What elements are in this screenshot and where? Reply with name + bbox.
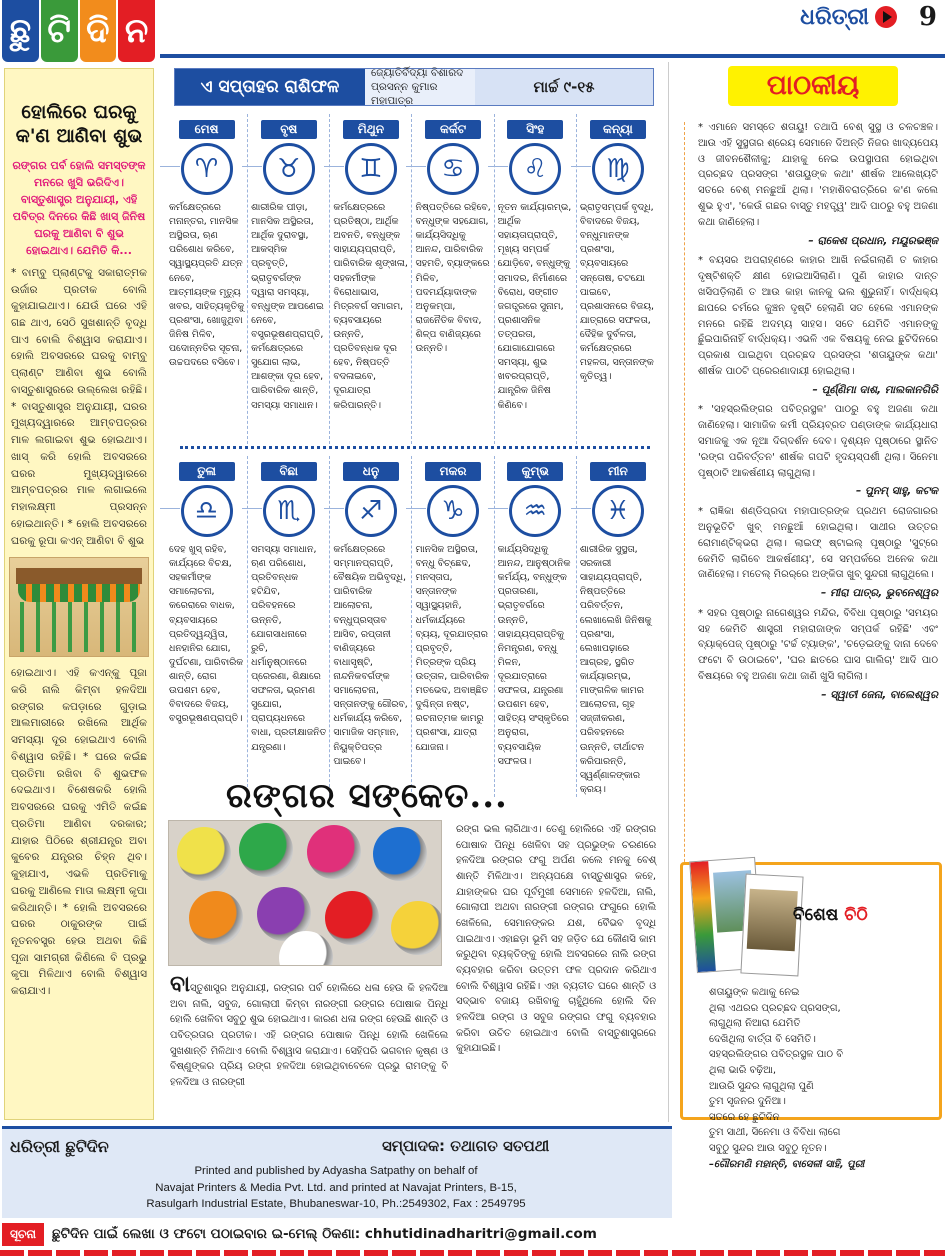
print-line	[6, 1163, 666, 1213]
article-body-top: * ବାମ୍ବୁ ପ୍ଲାଣ୍ଟକୁ ସକାରାତ୍ମକ ଉର୍ଜାର ପ୍ରତୀକ ବୋଲି କୁହାଯାଇଥାଏ। ଯେଉଁ ଘରେ ଏହି ଗଛ ଥାଏ, ସେଠି ସୁଖଶାନ୍ତି ବୃଦ୍ଧି ପାଏ ବୋଲି ବିଶ୍ୱାସ କରାଯାଏ। ହୋଲି ଅବସରରେ ଘରକୁ ବାମ୍ବୁ ପ୍ଲାଣ୍ଟ ଆଣିବା ଶୁଭ ବୋଲି ବାସ୍ତୁଶାସ୍ତ୍ରରେ ଉଲ୍ଲେଖ ରହିଛି। * ବାସ୍ତୁଶାସ୍ତ୍ର ଅନୁଯାୟୀ, ଘରର ମୁଖ୍ୟଦ୍ୱାରରେ ଆମ୍ବପତ୍ରର ମାଳ ଲଗାଇବା ଶୁଭ ହୋଇଥାଏ। ଖାସ୍ କରି ହୋଲି ଅବସରରେ ଘରର ମୁଖ୍ୟଦ୍ୱାରରେ ଆମ୍ବପତ୍ରର ମାଳ ଲଗାଇଲେ ମହାଲକ୍ଷ୍ମୀ ପ୍ରସନ୍ନ ହୋଇଥାନ୍ତି। * ହୋଲି ଅବସରରେ ଘରକୁ ରୂପା କଏନ୍ ଆଣିବା ବି ଶୁଭ	[11, 266, 147, 547]
letter-signature: – ମୀରା ପାତ୍ର, ଭୁବନେଶ୍ୱର	[820, 587, 938, 600]
zodiac-sign	[412, 456, 494, 797]
reader-letters	[698, 120, 938, 708]
print-line-3: Rasulgarh Industrial Estate, Bhubaneswar-10, Ph.:2549302, Fax : 2549795	[146, 1198, 526, 1211]
zodiac-sign	[577, 114, 659, 444]
zodiac-icon: ♑	[427, 485, 479, 537]
brand-name: ଧରିତ୍ରୀ	[800, 4, 869, 30]
story-title: ରଙ୍ଗର ସଙ୍କେତ...	[226, 776, 508, 816]
colour-signal-article	[166, 770, 659, 1122]
leaf-garland	[18, 584, 140, 602]
special-letter-title-2: ଚିଠି	[844, 905, 868, 925]
poem-line: ଥିଲା ଭାରି ବଢ଼ିଆ,	[709, 1064, 777, 1076]
poem-line: ଶତାୟୁଙ୍କ କଥାକୁ ନେଇ	[709, 987, 800, 998]
door-frame	[16, 568, 142, 584]
zodiac-sign	[577, 456, 659, 797]
zodiac-sign	[495, 456, 577, 797]
sign-prediction: ନିଷ୍ପତ୍ତିରେ ରହିବେ, ବନ୍ଧୁଙ୍କ ସହଯୋଗ, କାର୍ଯ୍ୟସିଦ୍ଧିକୁ ଆନନ୍ଦ, ପାରିବାରିକ ସହମତି, ବ୍ୟାଙ୍କରେ ମିଳିବ, ପଦମର୍ଯ୍ୟାଦାଙ୍କ ଅନୁକମ୍ପା, ରାଜନୈତିକ ବିବାଦ, ଶିଳ୍ପ ବାଣିଜ୍ୟରେ ଉନ୍ନତି।	[415, 202, 491, 355]
poem-lines	[709, 985, 939, 1157]
poem-line: ଲାଗୁଥିଲା ନିଆରା ଯେମିତି	[709, 1018, 801, 1030]
holi-article	[4, 68, 154, 1120]
reader-letter	[698, 120, 938, 249]
powder-bowl	[189, 891, 243, 945]
zodiac-sign	[166, 114, 248, 444]
weekly-horoscope	[166, 66, 659, 795]
sign-name: ମୀନ	[590, 462, 646, 481]
sign-prediction: ମାନସିକ ଅସ୍ଥିରତା, ବନ୍ଧୁ ବିଚ୍ଛେଦ, ମନସ୍ତାପ, ସନ୍ତାନଙ୍କ ସ୍ୱାସ୍ଥ୍ୟହାନି, ଧର୍ମକାର୍ଯ୍ୟରେ ବ୍ୟୟ, ଦୂରଯାତ୍ରାର ପ୍ରବୃତ୍ତି, ମିତ୍ରଙ୍କ ପ୍ରିୟ ଉତ୍ତାଳ, ପାରିବାରିକ ମତଭେଦ, ଅବାଞ୍ଛିତ ଦୁଶ୍ଚିନ୍ତା ନଷ୍ଟ, ରଚନାତ୍ମକ କାମରୁ ପ୍ରଶଂସା, ଯାତ୍ରା ଯୋଜନା।	[415, 544, 489, 753]
header-right	[800, 2, 937, 32]
reader-letter	[698, 504, 938, 602]
story-bottom-body: ସ୍ତୁଶାସ୍ତ୍ର ଅନୁଯାୟୀ, ରଙ୍ଗର ପର୍ବ ହୋଲିରେ ଧଳା ହେଉ କି ହଳଦିଆ ଅବା ନାଲି, ସବୁଜ, ଗୋଲାପୀ କିମ୍ବା ନାରଙ୍ଗୀ ରଙ୍ଗର ପୋଷାକ ପିନ୍ଧି ହୋଲି ଖେଳିବା ସବୁଠୁ ଶୁଭ ହୋଇଥାଏ। କାରଣ ଧଳା ରଙ୍ଗ ହେଉଛି ଶାନ୍ତି ଓ ପବିତ୍ରତାର ପ୍ରତୀକ। ଏହି ରଙ୍ଗର ପୋଷାକ ପିନ୍ଧି ହୋଲି ଖେଳିଲେ ସୁଖଶାନ୍ତି ମିଳିଥାଏ ବୋଲି ବିଶ୍ୱାସ କରାଯାଏ। ସେହିପରି ଭଗବାନ କୃଷ୍ଣ ଓ ବିଷ୍ଣୁଙ୍କର ପ୍ରିୟ ରଙ୍ଗ ହଳଦିଆ ହୋଇଥିବାବେଳେ ପ୍ରଭୁ ରାମଙ୍କୁ ବି ହଳଦିଆ ଓ ନାରଙ୍ଗୀ	[170, 983, 448, 1089]
zodiac-sign	[166, 456, 248, 797]
article-intro: ରଙ୍ଗର ପର୍ବ ହୋଲି ସମସ୍ତଙ୍କ ମନରେ ଖୁସି ଭରିଦିଏ। ବାସ୍ତୁଶାସ୍ତ୍ର ଅନୁଯାୟୀ, ଏହି ପବିତ୍ର ଦିନରେ କିଛି ଖାସ୍ ଜିନିଷ ଘରକୁ ଆଣିବା ବି ଶୁଭ ହୋଇଥାଏ। ଯେମିତି କି...	[12, 158, 146, 257]
garland-strands	[20, 602, 138, 652]
sign-name: ମକର	[425, 462, 481, 481]
page-number: 9	[918, 2, 937, 32]
magazine-cover-inner	[740, 874, 803, 977]
section-logo	[2, 0, 157, 62]
astrologer-name: ପ୍ରସନ୍ନ କୁମାର ମହାପାତ୍ର	[371, 80, 438, 108]
sign-name: ତୁଳା	[179, 462, 235, 481]
print-line-1: Printed and published by Adyasha Satpathy on behalf of	[194, 1165, 478, 1177]
story-right-text: ରଙ୍ଗ ଭଲ ଲାଗିଥାଏ। ତେଣୁ ହୋଲିରେ ଏହି ରଙ୍ଗର ପୋଷାକ ପିନ୍ଧି ଖେଳିବା ସହ ପ୍ରଭୁଙ୍କ ଚରଣରେ ହଳଦିଆ ରଙ୍ଗର ଫଗୁ ଅର୍ପଣ କଲେ ମନକୁ ବେଶ୍ ଶାନ୍ତି ମିଳିଥାଏ। ଅନ୍ୟପକ୍ଷେ ବାସ୍ତୁଶାସ୍ତ୍ର କହେ, ଯାହାଙ୍କର ଘର ପୂର୍ବମୁଖୀ ସେମାନେ ହଳଦିଆ, ନାଲି, ଗୋଲାପୀ ଅଥବା ନାରଙ୍ଗୀ ରଙ୍ଗର ଫଗୁରେ ହୋଲି ଖେଳିଲେ, ସେମାନଙ୍କର ଯଶ, ବୈଭବ ବୃଦ୍ଧି ପାଇଥାଏ। ଏହାଛଡ଼ା ଭୂମି ସହ ଜଡ଼ିତ ଯେ କୌଣସି କାମ କରୁଥିବା ବ୍ୟକ୍ତିଙ୍କୁ ହୋଲି ଅବସରରେ ନାଲି ରଙ୍ଗ ବ୍ୟବହାର କରିବା ଉତ୍ତମ ଫଳ ପ୍ରଦାନ କରିଥାଏ ବୋଲି ବିଶ୍ୱାସ ରହିଛି। ଏହା ବ୍ୟତୀତ ଘରେ ଶାନ୍ତି ଓ ସଦ୍ଭାବ ବଜାୟ ରଖିବାକୁ ଚାହୁଁଥିଲେ ହୋଲି ଦିନ ହଳଦିଆ ରଙ୍ଗ ଓ ସବୁଜ ରଙ୍ଗର ଫଗୁ ବ୍ୟବହାର କରିବା ଉଚିତ ହୋଇଥାଏ ବୋଲି ବାସ୍ତୁଶାସ୍ତ୍ରରେ କୁହାଯାଇଛି।	[456, 824, 656, 1055]
sign-prediction: କର୍ମକ୍ଷେତ୍ରରେ ପ୍ରତିଷ୍ଠା, ଆର୍ଥିକ ଅବନତି, ବନ୍ଧୁଙ୍କ ସାହାଯ୍ୟପ୍ରାପ୍ତି, ପାରିବାରିକ ଶୃଙ୍ଖଳା, ସହକର୍ମୀଙ୍କ ବିରୋଧାଭାସ, ମିତ୍ରବର୍ଗ ସମାଗମ, ବ୍ୟବସାୟରେ ଉନ୍ନତି, ପ୍ରତିବନ୍ଧକ ଦୂର ହେବ, ନିଷ୍ପତ୍ତି ବଦଳାଇବେ, ଦୂରଯାତ୍ରା କରିପାରନ୍ତି।	[333, 202, 408, 411]
letter-text: * ଏମାନେ ସମସ୍ତେ ଶତାୟୁ! ତଥାପି ବେଶ୍ ସୁସ୍ଥ ଓ ଚଳଚଞ୍ଚଳ। ଆଉ ଏହି ସୁସ୍ଥତାର ଶ୍ରେୟ ସେମାନେ ଦିଅନ୍ତି ନିଜର ଖାଦ୍ୟପେୟ ଓ ଜୀବନଶୈଳୀକୁ; ଯାହାକୁ ନେଇ ଉପସ୍ଥାପନା ହୋଇଥିବା ପ୍ରଚ୍ଛଦ ପ୍ରସଙ୍ଗ 'ଶତାୟୁଙ୍କ କଥା' ଶୀର୍ଷକ ଆଲେଖ୍ୟଟି ସତରେ ବେଶ୍ ମନଛୁଆଁ ଥିଲା। 'ମହାଶିବରାତ୍ରିରେ କ'ଣ କଲେ ଶୁଭ ହୁଏ', 'କେଉଁ ଗଛର ବାସ୍ତୁ ମହତ୍ତ୍ୱ' ଆଦି ପାଠରୁ ବହୁ ଅଜଣା କଥା ଜାଣିହେଲା।	[698, 122, 938, 228]
zodiac-icon: ♌	[509, 143, 561, 195]
sign-name: କୁମ୍ଭ	[507, 462, 563, 481]
poem-line: ସତରେ ହେ ଛୁଟିଦିନ	[709, 1111, 780, 1123]
poem-signature: –ଗୌରମଣି ମହାନ୍ତି, ବାସେଳୀ ସାହି, ପୁରୀ	[709, 1158, 865, 1170]
drop-cap: ବା	[170, 972, 191, 997]
logo-letter: ଟି	[41, 0, 78, 62]
sign-prediction: ଦେହ ଖୁସ୍ ରହିବ, କାର୍ଯ୍ୟରେ ବିଚକ୍ଷ, ସହକର୍ମୀଙ୍କ ସମାଲୋଚନା, କରେରାରେ ବାଧକ, ବ୍ୟବସାୟରେ ପ୍ରତିଦ୍ୱନ୍ଦ୍ୱିତା, ଧନହାନିର ଯୋଗ, ଦୁର୍ଘଟଣା, ପାରିବାରିକ ଶାନ୍ତି, ରୋଗ ଉପଶମ ହେବ, ବିବାଦରେ ବିଜୟ, ବସ୍ତ୍ରଭୂଷଣପ୍ରାପ୍ତି।	[169, 544, 244, 725]
readers-title: ପାଠକୀୟ	[728, 66, 898, 106]
astrologer-credit	[365, 66, 475, 108]
cover-inner-photo	[747, 889, 798, 951]
sign-prediction: ନୂତନ କାର୍ଯ୍ୟାରମ୍ଭ, ଆର୍ଥିକ ସହାୟତାପ୍ରାପ୍ତି, ମୂଖ୍ୟ ସମ୍ପର୍କ ଯୋଡ଼ିବେ, ବନ୍ଧୁଙ୍କୁ ସମାଦର, ନିର୍ମାଣରେ ବିରୋଧ, ସଙ୍ଗୀତ ଜଗତ୍ତ୍ରରେ ସୁନାମ, ପ୍ରଶାସନିକ ତତ୍ପରତା, ଯୋଗାଯୋଗରେ ସମସ୍ୟା, ଶୁଭ ଖବରପ୍ରାପ୍ତି, ଯାନ୍ତ୍ରିକ ଜିନିଷ କିଣିବେ।	[497, 202, 572, 411]
zodiac-sign	[495, 114, 577, 444]
powder-bowl	[177, 827, 231, 881]
sign-name: ବୃଷ	[261, 120, 317, 139]
toran-image	[9, 557, 149, 657]
letter-signature: – ପୂର୍ଣ୍ଣିମା ଦାଶ, ମାଲକାନଗିରି	[812, 383, 938, 396]
sign-name: ମିଥୁନ	[343, 120, 399, 139]
zodiac-icon: ♊	[345, 143, 397, 195]
powder-bowl	[239, 823, 293, 877]
letter-text: * ବୟସର ଅପରାହ୍ଣରେ କାହାର ଆଖି ନଇଁଗଲାଣି ତ କାହାର ଦୃଷ୍ଟିଶକ୍ତି କ୍ଷୀଣ ହୋଇଆସିଲାଣି। ପୁଣି କାହାର ଦାନ୍ତ ଖସିପଡ଼ିଲାଣି ତ ଆଉ କାହା କାନକୁ ଭଲ ଶୁଭୁନାହିଁ। ବାର୍ଦ୍ଧକ୍ୟ ଛାପରେ ଚର୍ମରେ କୁଞ୍ଚନ ଦୃଷ୍ଟି ହେଲାଣି ସତ ହେଲେ ଏମାନଙ୍କ ମନରେ ରହିଛି ଅଦମ୍ୟ ସାହସ। ସତେ ଯେମିତି ଏମାନଙ୍କୁ ଛୁଁଇପାରିନାହିଁ ବାର୍ଦ୍ଧକ୍ୟ। ଏଭଳି ଏକ ବିଷୟକୁ ନେଇ ଛୁଟିଦିନରେ ପ୍ରକାଶ ପାଇଥିବା ପ୍ରଚ୍ଛଦ ପ୍ରସଙ୍ଗ 'ଶତାୟୁଙ୍କ କଥା' ଶୀର୍ଷକ ପାଠଟି ପ୍ରେରଣାଦାୟୀ ହୋଇଥିଲା।	[698, 255, 938, 377]
poem-line: ତୁମ ସାଥୀ, ସିନେମା ଓ ବିବିଧା ଲାଗେ	[709, 1127, 841, 1139]
notice-email-text: ଛୁଟିଦିନ ପାଇଁ ଲେଖା ଓ ଫଟୋ ପଠାଇବାର ଇ-ମେଲ୍ ଠିକଣା: chhutidinadharitri@gmail.com	[52, 1226, 597, 1242]
sign-prediction: କର୍ମକ୍ଷେତ୍ରରେ ସମ୍ମାନପ୍ରାପ୍ତି, ବୈଷୟିକ ଅଭିବୃଦ୍ଧି, ପାରିବାରିକ ଆଲୋଚନା, ବନ୍ଧୁପ୍ରସ୍ତାବ ଆସିବ, ରପ୍ତାନୀ ବାଣିଜ୍ୟରେ ବାଧାସୃଷ୍ଟି, ନାନ୍ଦନିକବର୍ଗଙ୍କ ସମାଲୋଚନା, ସନ୍ତାନଙ୍କୁ ଗୌରବ, ଧର୍ମକାର୍ଯ୍ୟ କରିବେ, ସାମାଜିକ ସମ୍ମାନ, ନିୟୁକ୍ତିପତ୍ର ପାଇବେ।	[333, 544, 408, 767]
zodiac-icon: ♈	[181, 143, 233, 195]
zodiac-icon: ♐	[345, 485, 397, 537]
zodiac-icon: ♉	[263, 143, 315, 195]
article-title: ହୋଲିରେ ଘରକୁ କ'ଣ ଆଣିବା ଶୁଭ	[15, 101, 143, 147]
story-bottom-text	[170, 974, 448, 1091]
horoscope-header	[174, 68, 654, 106]
powder-bowl	[307, 825, 361, 879]
poem-line: ଦେଖିଥିଲା ବାର୍ତ୍ତା ବି ସେମିତି।	[709, 1033, 816, 1045]
special-letter-box	[680, 862, 942, 1170]
poem-line: ଆଉରି ସୁନ୍ଦର ଲାଗୁଥିଲା ପୁଣି	[709, 1080, 814, 1092]
zodiac-sign	[330, 114, 412, 444]
zodiac-icon: ♏	[263, 485, 315, 537]
zodiac-icon: ♓	[592, 485, 644, 537]
cover-strip	[690, 861, 716, 972]
powder-bowl	[373, 827, 427, 881]
footer-editor: ସମ୍ପାଦକ: ତଥାଗତ ସତପଥୀ	[382, 1137, 550, 1155]
sign-prediction: କର୍ମକ୍ଷେତ୍ରରେ ମନାନ୍ତର, ମାନସିକ ଅସ୍ଥିରତା, ଋଣ ପରିଶୋଧ କରିବେ, ସ୍ୱାସ୍ଥ୍ୟପ୍ରତି ଯତ୍ନ ନେବେ, ଆତ୍ମୀୟଙ୍କ ମୃତ୍ୟୁ ଖବର, ସାହିତ୍ୟକୃତିକୁ ପ୍ରଶଂସା, ଖୋଜୁଥିବା ଜିନିଷ ମିଳିବ, ପଦୋନ୍ନତିର ସୂଚନା, ଉଚ୍ଚପଦରେ ବସିବେ।	[169, 202, 245, 369]
horoscope-title: ଏ ସପ୍ତାହର ରାଶିଫଳ	[175, 69, 365, 105]
poem-line: ସହସ୍ରଲିଙ୍ଗର ପବିତ୍ରସ୍ଥଳ ପାଠ ବି	[709, 1049, 844, 1061]
reader-letter	[698, 253, 938, 398]
sign-name: କର୍କଟ	[425, 120, 481, 139]
row-divider	[180, 446, 650, 449]
zodiac-sign	[412, 114, 494, 444]
letter-text: * 'ସହସ୍ରଲିଙ୍ଗର ପବିତ୍ରସ୍ଥଳ' ପାଠରୁ ବହୁ ଅଜଣା କଥା ଜାଣିହେଲା। ସାମାଜିକ କର୍ମୀ ପ୍ରିୟବ୍ରତ ପଣ୍ଡାଙ୍କ କାର୍ଯ୍ୟଧାରା ସମାଜକୁ ଏକ ନୂଆ ଦିଗ୍‌ଦର୍ଶନ ଦେବ। ଦୃଶ୍ୟନ ପୃଷ୍ଠାରେ ସ୍ଥାନିତ 'ରଙ୍ଗ ପରିବର୍ତ୍ତନ' ଶୀର୍ଷକ ଗପଟି ହୃଦୟସ୍ପର୍ଶୀ ଥିଲା। ସିନେମା ପୃଷ୍ଠାଟି ଆକର୍ଷଣୀୟ ଲାଗୁଥିଲା।	[698, 404, 938, 479]
signs-row-top	[166, 114, 659, 444]
footer-title: ଧରିତ୍ରୀ ଛୁଟିଦିନ	[10, 1137, 109, 1156]
letter-text: * ରାଜ୍ଞିକା ଶଣ୍ଡିପ୍ରଦା ମହାପାତ୍ରଙ୍କ ପ୍ରଥମ ରୋଜଗାରର ଅନୁଭୂତିଟି ଖୁବ୍ ମନଛୁଆଁ ହୋଇଥିଲା। ସାଥୀର ଉତ୍ତର ରୋମାଣ୍ଟିକ୍‌ଭରା ଥିଲା। ଲାଇଫ୍ ଷ୍ଟାଇଲ୍ ପୃଷ୍ଠାରୁ 'ସୁଟ୍‌ରେ କେମିତି ଲାଗିବେ ଆକର୍ଷଣୀୟ', ସେ ସମ୍ପର୍କରେ ଅନେକ କଥା ଜାଣିହେଲା। ମତେଲ୍ ମିରର୍‌ରେ ଅଙ୍କିତା ଖୁବ୍ ସୁନ୍ଦରୀ ଲାଗୁଥିଲେ।	[698, 506, 938, 581]
masthead	[0, 0, 945, 66]
horoscope-date: ମାର୍ଚ୍ଚ ୯-୧୫	[475, 69, 653, 105]
notice-bar	[2, 1220, 945, 1248]
print-line-2: Navajat Printers & Media Pvt. Ltd. and printed at Navajat Printers, B-15,	[155, 1181, 517, 1194]
powder-bowl	[391, 901, 442, 955]
zodiac-sign	[248, 114, 330, 444]
sign-prediction: କାର୍ଯ୍ୟସିଦ୍ଧିକୁ ଆନନ୍ଦ, ଆନୁଷ୍ଠାନିକ କର୍ମର୍ଯ୍ୟ, ବନ୍ଧୁଙ୍କ ପ୍ରତାରଣା, ଭ୍ରାତୃବର୍ଗରେ ଉନ୍ନତି, ସାହାଯ୍ୟପ୍ରାପ୍ତିକୁ ନିମନ୍ତ୍ରଣ, ବନ୍ଧୁ ମିଳନ, ଦୂରଯାତ୍ରାରେ ସଫଳତା, ଯନ୍ତ୍ରଣା ଉପଶମ ହେବ, ସାହିତ୍ୟ ସଂସ୍କୃତିରେ ଅନୁରାଗ, ବ୍ୟବସାୟିକ ସଫଳତା।	[497, 544, 571, 767]
zodiac-sign	[330, 456, 412, 797]
poem-line: ସବୁଠୁ ସୁନ୍ଦର ଆଉ ସବୁଠୁ ନୂତନ।	[709, 1142, 827, 1154]
sign-name: ସିଂହ	[507, 120, 563, 139]
notice-tag: ସୂଚନା	[2, 1223, 44, 1246]
special-letter-poem	[709, 985, 939, 1172]
signs-row-bottom	[166, 456, 659, 795]
readers-column	[668, 62, 945, 1170]
sign-prediction: ଶାରୀରିକ ସୁସ୍ଥତା, ସରକାରୀ ସାହାଯ୍ୟପ୍ରାପ୍ତି, ନିଷ୍ପତ୍ତିରେ ପରିବର୍ତ୍ତନ, ଲେଖାଲେଖି ଜିନିଷକୁ ପ୍ରଶଂସା, ଲେଖାପଢ଼ାରେ ଆଗ୍ରହ, ସ୍ଥଗିତ କାର୍ଯ୍ୟାରମ୍ଭ, ମାଙ୍ଗଳିକ କାମର ଆଲୋଚନା, ଗୃହ ସଜ୍ଜୀକରଣ, ପରିବହନରେ ଉନ୍ନତି, ତୀର୍ଥାଟନ କରିପାରନ୍ତି, ସ୍ୱର୍ଣ୍ଣାଳଙ୍କାର କ୍ରୟ।	[579, 544, 652, 795]
letters-rule	[684, 122, 685, 922]
zodiac-icon: ♋	[427, 143, 479, 195]
reader-letter	[698, 402, 938, 500]
astrologer-title: ଜ୍ୟୋତିର୍ବିଦ୍ୟା ବିଶାରଦ	[371, 66, 464, 79]
special-letter-title-1: ବିଶେଷ	[793, 905, 839, 925]
sign-name: କନ୍ୟା	[590, 120, 646, 139]
sign-name: ବିଛା	[261, 462, 317, 481]
logo-letter: ନ	[118, 0, 155, 62]
zodiac-sign	[248, 456, 330, 797]
zodiac-icon: ♍	[592, 143, 644, 195]
special-letter-title	[793, 905, 868, 925]
letter-text: * ସହର ପୃଷ୍ଠାରୁ ନାଗେଶ୍ୱର ମନ୍ଦିର, ବିବିଧା ପୃଷ୍ଠାରୁ 'ସମୟର ସହ କେମିତି ଶାସ୍ତ୍ରୀ ମହାରାଜାଙ୍କ ସମ୍ପର୍କ ରହିଛି' ଏବଂ ବ୍ୟାକ୍‌ପେଜ୍ ପୃଷ୍ଠାରୁ 'ଟର୍ଚ୍ଚ ଟ୍ୟାଙ୍କ', 'ଚଡ଼େଇଙ୍କୁ ଦାନା ଦେବେ ଫଟୋ ବି ଉଠାଇବେ', 'ଘର ଛାତରେ ଘାସ ଗାଲିଚା' ଆଦି ପାଠ ବିଷୟରେ ବହୁ ଅଜଣା କଥା ଜାଣି ଖୁସି ଲାଗିଲା।	[698, 607, 938, 683]
letter-signature: – ରାକେଶ ପ୍ରଧାନ, ମୟୂରଭଞ୍ଜ	[808, 234, 938, 247]
reader-letter	[698, 606, 938, 704]
sign-prediction: ଶାରୀରିକ ପୀଡ଼ା, ମାନସିକ ଅସ୍ଥିରତା, ଆର୍ଥିକ ଦୁରାବସ୍ଥା, ଆକସ୍ମିକ ପ୍ରବୃତ୍ତି, ଭ୍ରାତୃବର୍ଗଙ୍କ ଦ୍ୱାରା ସମସ୍ୟା, ବନ୍ଧୁଙ୍କ ଆପଣେଇ ନେବେ, ବସ୍ତ୍ରଭୂଷଣପ୍ରାପ୍ତି, କର୍ମକ୍ଷେତ୍ରରେ ସୁଯୋଗ ଲାଭ, ଆଶଙ୍କା ଦୂର ହେବ, ପାରିବାରିକ ଶାନ୍ତି, ସମସ୍ୟା ସମାଧାନ।	[251, 202, 324, 411]
logo-letter: ଛୁ	[2, 0, 39, 62]
article-body-bottom: ହୋଇଥାଏ। ଏହି କଏନ୍‌କୁ ପୂଜା କରି ନାଲି କିମ୍ବା ହଳଦିଆ ରଙ୍ଗର କପଡ଼ାରେ ଗୁଡ଼ାଇ ଆଲମାରୀରେ ରଖିଲେ ଆର୍ଥିକ ସମସ୍ୟା ଦୂର ହୋଇଥାଏ ବୋଲି ବିଶ୍ୱାସ ରହିଛି। * ଘରେ କଇଁଛ ପ୍ରତିମା ରଖିବା ବି ଶୁଭଫଳ ଦେଇଥାଏ। ବିଶେଷକରି ହୋଲି ଅବସରରେ ଘରକୁ ଏମିତି କଇଁଛ ପ୍ରତିମା ଆଣିବା ଦରକାର; ଯାହାର ପିଠିରେ ଶ୍ରୀଯନ୍ତ୍ର ଅବା କୁବେର ଯନ୍ତ୍ରର ଚିହ୍ନ ଥିବ। କୁହାଯାଏ, ଏଭଳି ପ୍ରତିମାକୁ ଘରକୁ ଆଣିଲେ ମାତା ଲକ୍ଷ୍ମୀ କୃପା କରିଥାନ୍ତି। * ହୋଲି ଅବସରରେ ଘରର ଠାକୁରଙ୍କ ପାଇଁ ନୂତନବସ୍ତ୍ର ହେଉ ଅଥବା କିଛି ପୂଜା ସାମଗ୍ରୀ କିଣିଲେ ବି ପ୍ରଭୁ କୃପା ମିଳିଥାଏ ବୋଲି ବିଶ୍ୱାସ କରାଯାଏ।	[11, 667, 147, 998]
letter-signature: – ପୁନମ୍ ସାହୁ, କଟକ	[855, 485, 938, 498]
sign-name: ମେଷ	[179, 120, 235, 139]
sign-name: ଧନୁ	[343, 462, 399, 481]
bottom-border	[0, 1250, 945, 1256]
imprint-footer	[2, 1126, 672, 1218]
poem-line: ତୁମ ସୃଜନର ଦୁନିଆ।	[709, 1096, 786, 1108]
sign-prediction: ସମସ୍ୟା ସମାଧାନ, ଋଣ ପରିଶୋଧ, ପ୍ରତିବନ୍ଧକ ହଟିଯିବ, ପରିବହନରେ ଉନ୍ନତି, ଯୋଗସାଧନାରେ ରୁଚି, ଧର୍ମାନୁଷ୍ଠାନରେ ପ୍ରେରଣା, ଶିକ୍ଷାରେ ସଫଳତା, ଭ୍ରମଣ ସୁଯୋଗ, ପ୍ରାପ୍ୟଧନରେ ବାଧା, ପ୍ରତୀକ୍ଷାଜନିତ ଯନ୍ତ୍ରଣା।	[251, 544, 327, 753]
sign-prediction: ଭ୍ରାତୃସମ୍ପର୍କ ବୃଦ୍ଧି, ବିବାଦରେ ବିଜୟ, ବନ୍ଧୁମାନଙ୍କ ପ୍ରଶଂସା, ବ୍ୟବସାୟରେ ସନ୍ତୋଷ, ଚଟଯୋ ପାଇବେ, ପ୍ରଶାସନରେ ବିଜୟ, ଯାତ୍ରାରେ ସଫଳତା, ଦୈହିକ ଦୁର୍ବଳତା, କର୍ମକ୍ଷେତ୍ରରେ ମହଳତା, ସନ୍ତାନଙ୍କ କୃତିତ୍ୱ।	[579, 202, 655, 383]
play-icon	[875, 6, 897, 28]
colour-powder-image	[168, 820, 442, 966]
zodiac-icon: ♎	[181, 485, 233, 537]
powder-bowl	[325, 891, 379, 945]
column-rule	[668, 62, 669, 1122]
letter-signature: – ସ୍ୱାତୀ ଜେନା, ବାଲେଶ୍ୱର	[821, 688, 938, 701]
zodiac-icon: ♒	[509, 485, 561, 537]
logo-letter: ଦି	[80, 0, 117, 62]
poem-line: ଥିଲା ଏଥରର ପ୍ରଚ୍ଛଦ ପ୍ରସଙ୍ଗ,	[709, 1002, 841, 1014]
